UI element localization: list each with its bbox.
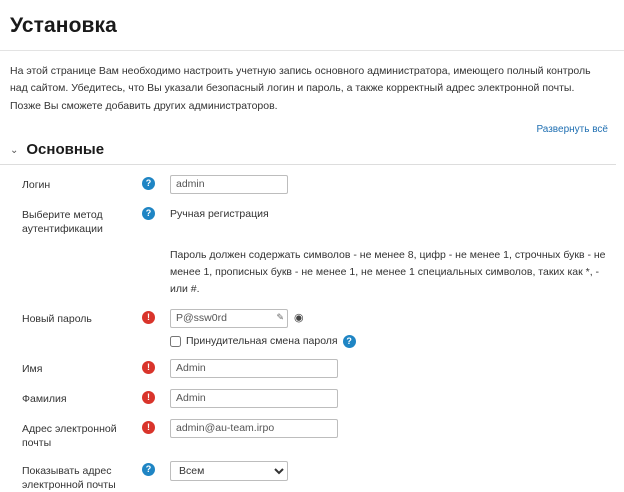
field-row-new-password (0, 309, 624, 348)
help-icon[interactable]: ? (142, 177, 155, 190)
field-password-hint (170, 247, 624, 297)
badge-col-email-visibility (142, 461, 170, 476)
badge-col-last-name (142, 389, 170, 404)
badge-col-login (142, 175, 170, 190)
label-email: Адрес электронной почты (22, 422, 117, 449)
section-title: Основные (26, 140, 105, 158)
label-password-hint-spacer (22, 247, 142, 250)
last-name-input[interactable] (170, 389, 338, 408)
field-row-login (0, 175, 624, 194)
field-new-password (170, 309, 624, 348)
password-box (170, 309, 288, 328)
field-auth-method (170, 205, 624, 220)
label-last-name: Фамилия (22, 392, 67, 405)
label-login: Логин (22, 178, 51, 191)
chevron-down-icon[interactable]: ⌄ (10, 144, 19, 156)
section-header-general[interactable] (0, 137, 616, 165)
required-icon[interactable]: ! (142, 391, 155, 404)
auth-method-value: Ручная регистрация (170, 207, 269, 220)
new-password-input[interactable] (170, 309, 288, 328)
field-row-email-visibility (0, 461, 624, 492)
password-input-wrap (170, 309, 624, 328)
force-password-change-label: Принудительная смена пароля (186, 335, 338, 348)
pencil-icon[interactable]: ✎ (276, 311, 284, 322)
field-email (170, 419, 624, 438)
label-auth-method: Выберите метод аутентификации (22, 208, 103, 236)
badge-col-new-password (142, 309, 170, 324)
force-password-change-row (170, 335, 624, 348)
page-title: Установка (10, 14, 117, 37)
help-icon[interactable]: ? (343, 335, 356, 348)
required-icon[interactable]: ! (142, 311, 155, 324)
email-field[interactable] (170, 419, 338, 438)
login-input[interactable] (170, 175, 288, 194)
intro-text: На этой странице Вам необходимо настроить учетную запись основного администратора, имеющего полный контроль над сайтом. Убедитесь, что Вы указали безопасный логин и пароль, а также корректный адрес электронной почты. Позже Вы сможете добавить других администраторов. (10, 65, 591, 112)
field-email-visibility (170, 461, 624, 481)
field-row-email (0, 419, 624, 450)
field-row-auth-method (0, 205, 624, 236)
first-name-input[interactable] (170, 359, 338, 378)
help-icon[interactable]: ? (142, 463, 155, 476)
field-login (170, 175, 624, 194)
label-first-name: Имя (22, 362, 43, 375)
field-first-name (170, 359, 624, 378)
setup-form (0, 165, 624, 492)
badge-col-auth-method (142, 205, 170, 220)
badge-col-email (142, 419, 170, 434)
label-email-visibility: Показывать адрес электронной почты (22, 465, 116, 492)
field-row-first-name (0, 359, 624, 378)
password-policy-text: Пароль должен содержать символов - не менее 8, цифр - не менее 1, строчных букв - не менее 1, прописных букв - не менее 1, не менее 1 специальных символов, таких как *, - или #. (170, 249, 606, 295)
required-icon[interactable]: ! (142, 361, 155, 374)
help-icon[interactable]: ? (142, 207, 155, 220)
field-row-password-hint (0, 247, 624, 297)
badge-col-first-name (142, 359, 170, 374)
email-visibility-select[interactable] (170, 461, 288, 481)
expand-all-row (0, 115, 624, 135)
label-new-password: Новый пароль (22, 312, 92, 325)
badge-col-password-hint (142, 247, 170, 249)
field-row-last-name (0, 389, 624, 408)
expand-all-link[interactable]: Развернуть всё (536, 123, 608, 135)
force-password-change-checkbox[interactable] (170, 336, 181, 347)
required-icon[interactable]: ! (142, 421, 155, 434)
eye-icon[interactable]: ◉ (294, 311, 304, 324)
field-last-name (170, 389, 624, 408)
